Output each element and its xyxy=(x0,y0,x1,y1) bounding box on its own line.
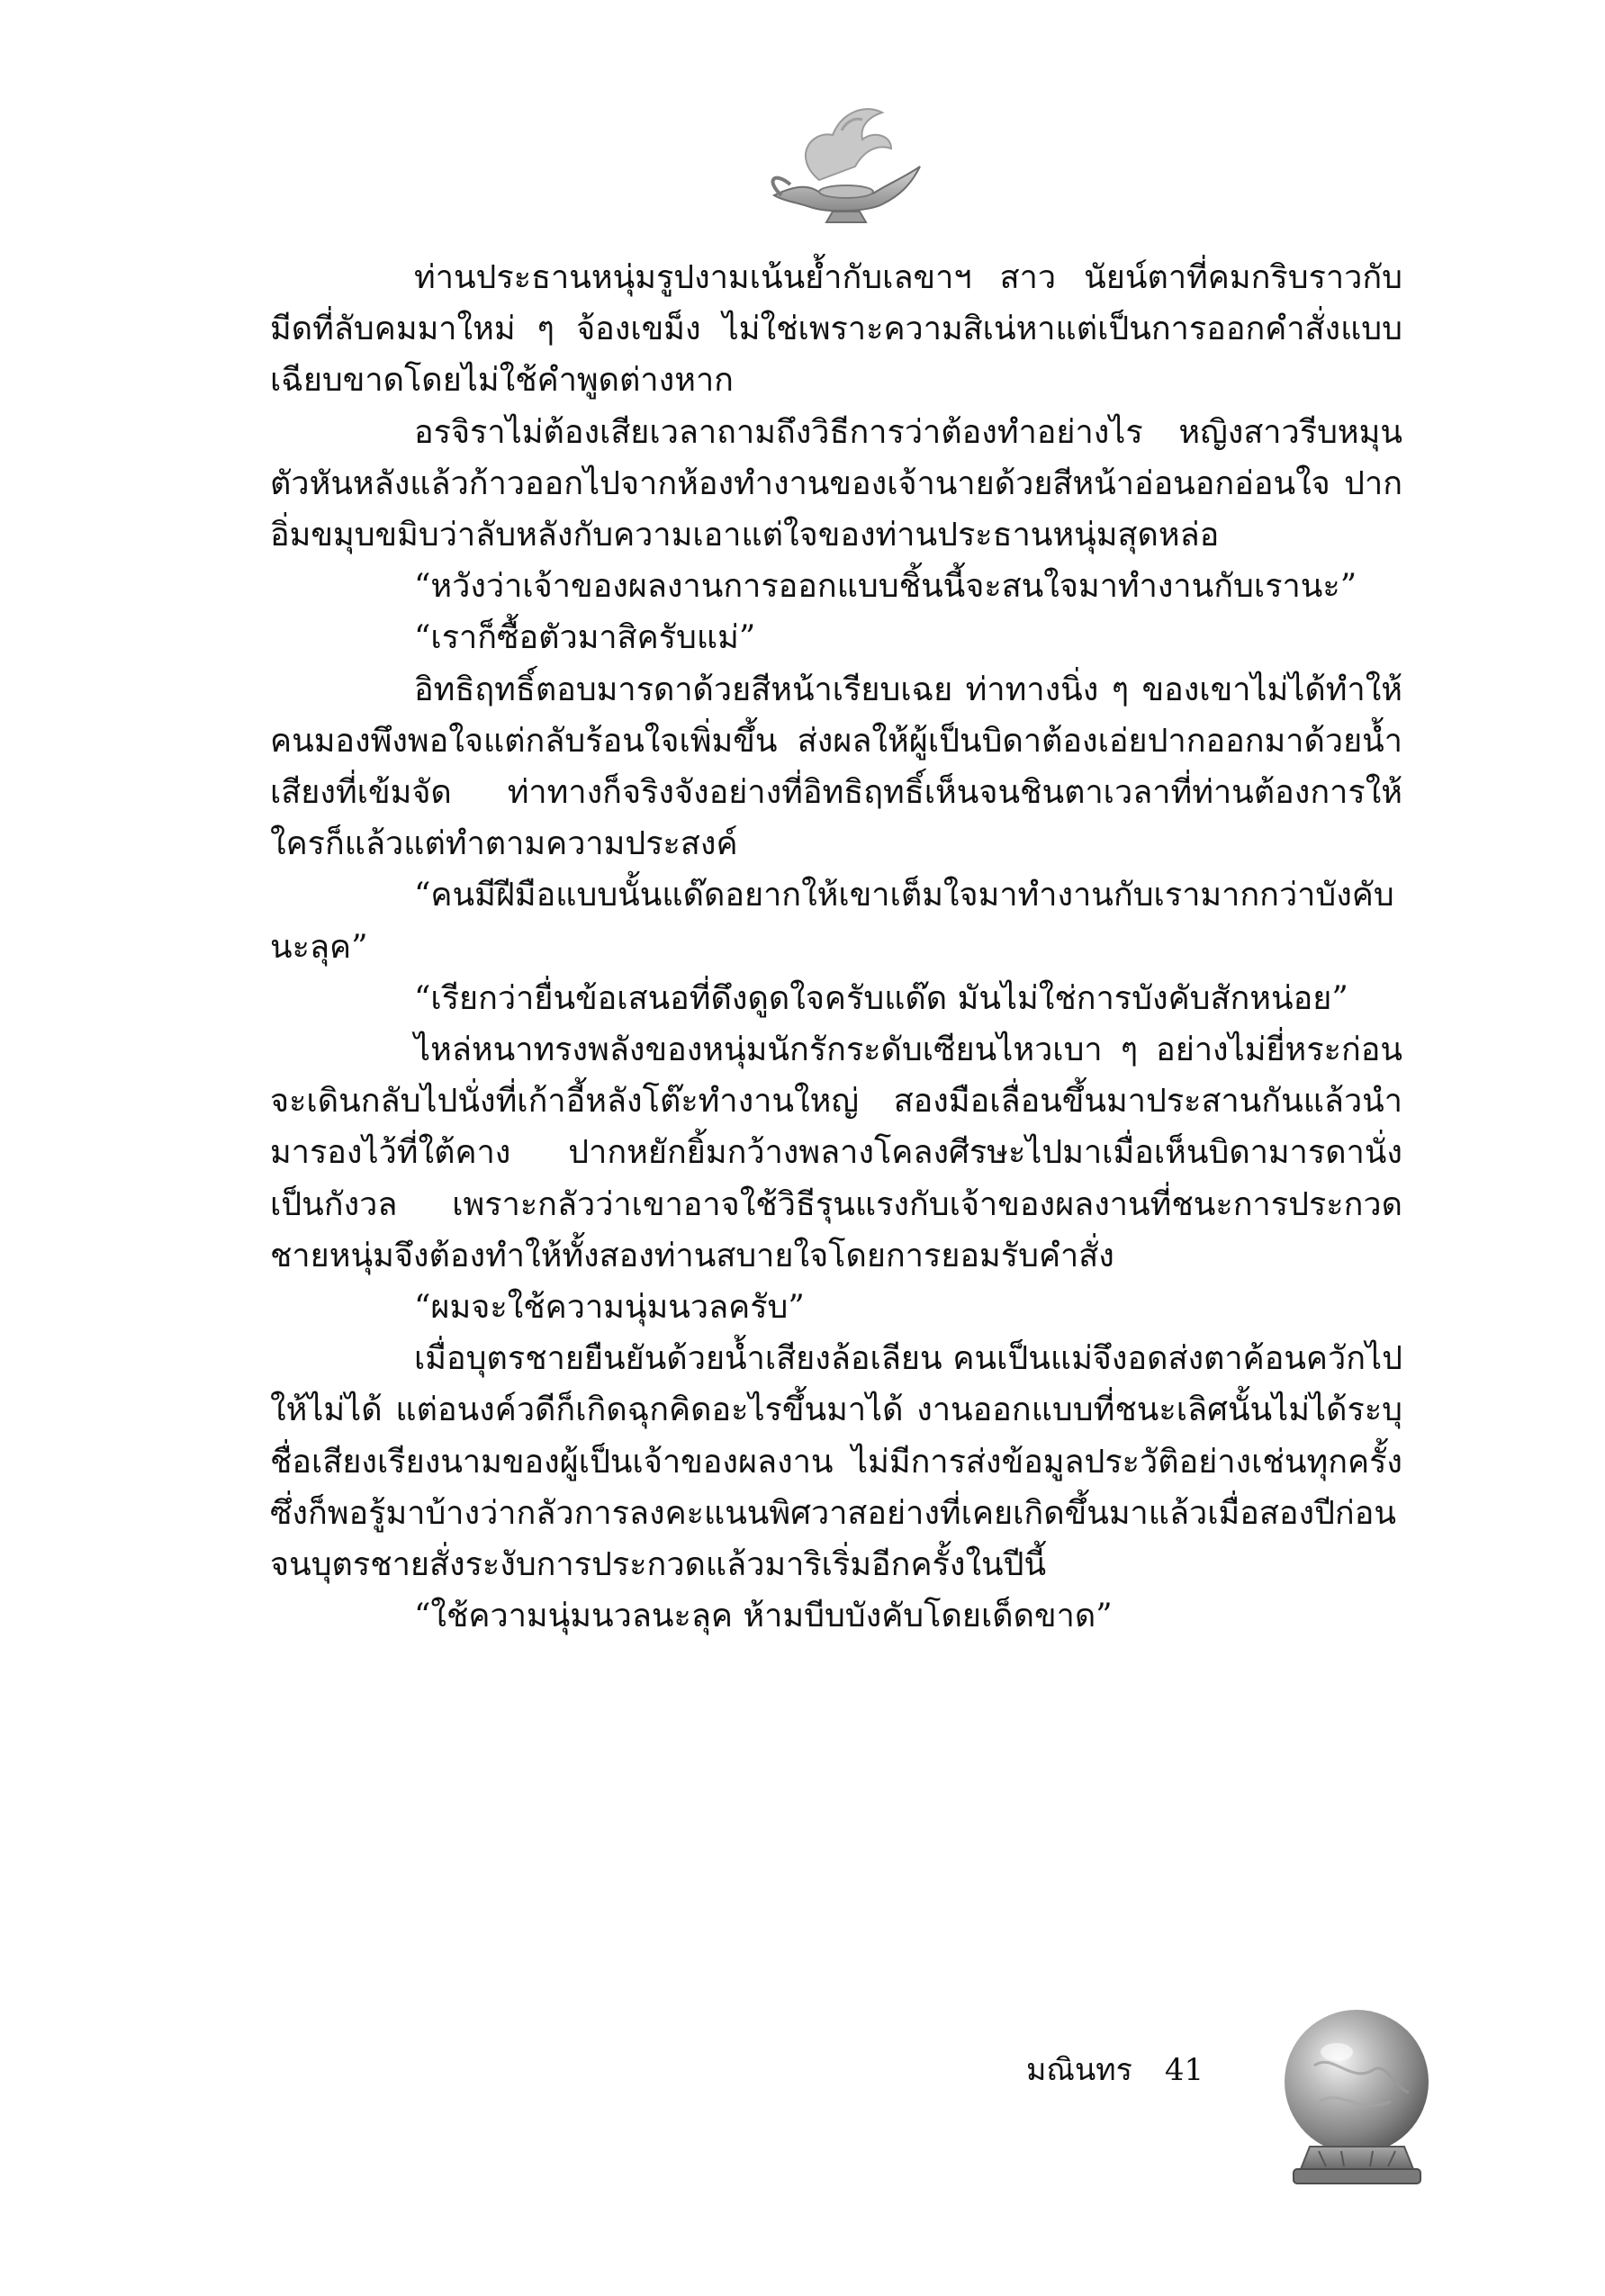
book-title: มณินทร xyxy=(1026,2052,1132,2088)
dialogue-line: “คนมีฝีมือแบบนั้นแด๊ดอยากให้เขาเต็มใจมาทำงานกับเรามากกว่าบังคับนะลุค” xyxy=(270,877,1394,966)
magic-lamp-icon xyxy=(756,95,927,230)
dialogue-line: “เรียกว่ายื่นข้อเสนอที่ดึงดูดใจครับแด๊ด มันไม่ใช่การบังคับสักหน่อย” xyxy=(414,979,1348,1017)
paragraph: เมื่อบุตรชายยืนยันด้วยน้ำเสียงล้อเลียน คนเป็นแม่จึงอดส่งตาค้อนควักไปให้ไม่ได้ แต่อนงค์วดีก็เกิดฉุกคิดอะไรขึ้นมาได้ งานออกแบบที่ชนะเลิศนั้นไม่ได้ระบุชื่อเสียงเรียงนามของผู้เป็นเจ้าของผลงาน ไม่มีการส่งข้อมูลประวัติอย่างเช่นทุกครั้ง ซึ่งก็พอรู้มาบ้างว่ากลัวการลงคะแนนพิศวาสอย่างที่เคยเกิดขึ้นมาแล้วเมื่อสองปีก่อน จนบุตรชายสั่งระงับการประกวดแล้วมาริเริ่มอีกครั้งในปีนี้ xyxy=(270,1340,1402,1584)
dialogue-line: “หวังว่าเจ้าของผลงานการออกแบบชิ้นนี้จะสนใจมาทำงานกับเรานะ” xyxy=(414,568,1357,606)
crystal-ball-icon xyxy=(1265,2003,1449,2196)
dialogue-line: “ผมจะใช้ความนุ่มนวลครับ” xyxy=(414,1289,805,1327)
dialogue-line: “ใช้ความนุ่มนวลนะลุค ห้ามบีบบังคับโดยเด็ดขาด” xyxy=(414,1598,1113,1635)
page-footer xyxy=(1026,2052,1204,2088)
page-number: 41 xyxy=(1164,2052,1204,2088)
body-text xyxy=(270,252,1402,1642)
paragraph: ไหล่หนาทรงพลังของหนุ่มนักรักระดับเซียนไหวเบา ๆ อย่างไม่ยี่หระก่อนจะเดินกลับไปนั่งที่เก้าอี้หลังโต๊ะทำงานใหญ่ สองมือเลื่อนขึ้นมาประสานกันแล้วนำมารองไว้ที่ใต้คาง ปากหยักยิ้มกว้างพลางโคลงศีรษะไปมาเมื่อเห็นบิดามารดานั่งเป็นกังวล เพราะกลัวว่าเขาอาจใช้วิธีรุนแรงกับเจ้าของผลงานที่ชนะการประกวด ชายหนุ่มจึงต้องทำให้ทั้งสองท่านสบายใจโดยการยอมรับคำสั่ง xyxy=(270,1031,1402,1274)
dialogue-line: “เราก็ซื้อตัวมาสิครับแม่” xyxy=(414,619,756,657)
paragraph: อรจิราไม่ต้องเสียเวลาถามถึงวิธีการว่าต้องทำอย่างไร หญิงสาวรีบหมุนตัวหันหลังแล้วก้าวออกไปจากห้องทำงานของเจ้านายด้วยสีหน้าอ่อนอกอ่อนใจ ปากอิ่มขมุบขมิบว่าลับหลังกับความเอาแต่ใจของท่านประธานหนุ่มสุดหล่อ xyxy=(270,413,1402,554)
paragraph: ท่านประธานหนุ่มรูปงามเน้นย้ำกับเลขาฯ สาว นัยน์ตาที่คมกริบราวกับมีดที่ลับคมมาใหม่ ๆ จ้องเขม็ง ไม่ใช่เพราะความสิเน่หาแต่เป็นการออกคำสั่งแบบเฉียบขาดโดยไม่ใช้คำพูดต่างหาก xyxy=(270,259,1402,400)
paragraph: อิทธิฤทธิ์ตอบมารดาด้วยสีหน้าเรียบเฉย ท่าทางนิ่ง ๆ ของเขาไม่ได้ทำให้คนมองพึงพอใจแต่กลับร้อนใจเพิ่มขึ้น ส่งผลให้ผู้เป็นบิดาต้องเอ่ยปากออกมาด้วยน้ำเสียงที่เข้มจัด ท่าทางก็จริงจังอย่างที่อิทธิฤทธิ์เห็นจนชินตาเวลาที่ท่านต้องการให้ใครก็แล้วแต่ทำตามความประสงค์ xyxy=(270,671,1402,863)
